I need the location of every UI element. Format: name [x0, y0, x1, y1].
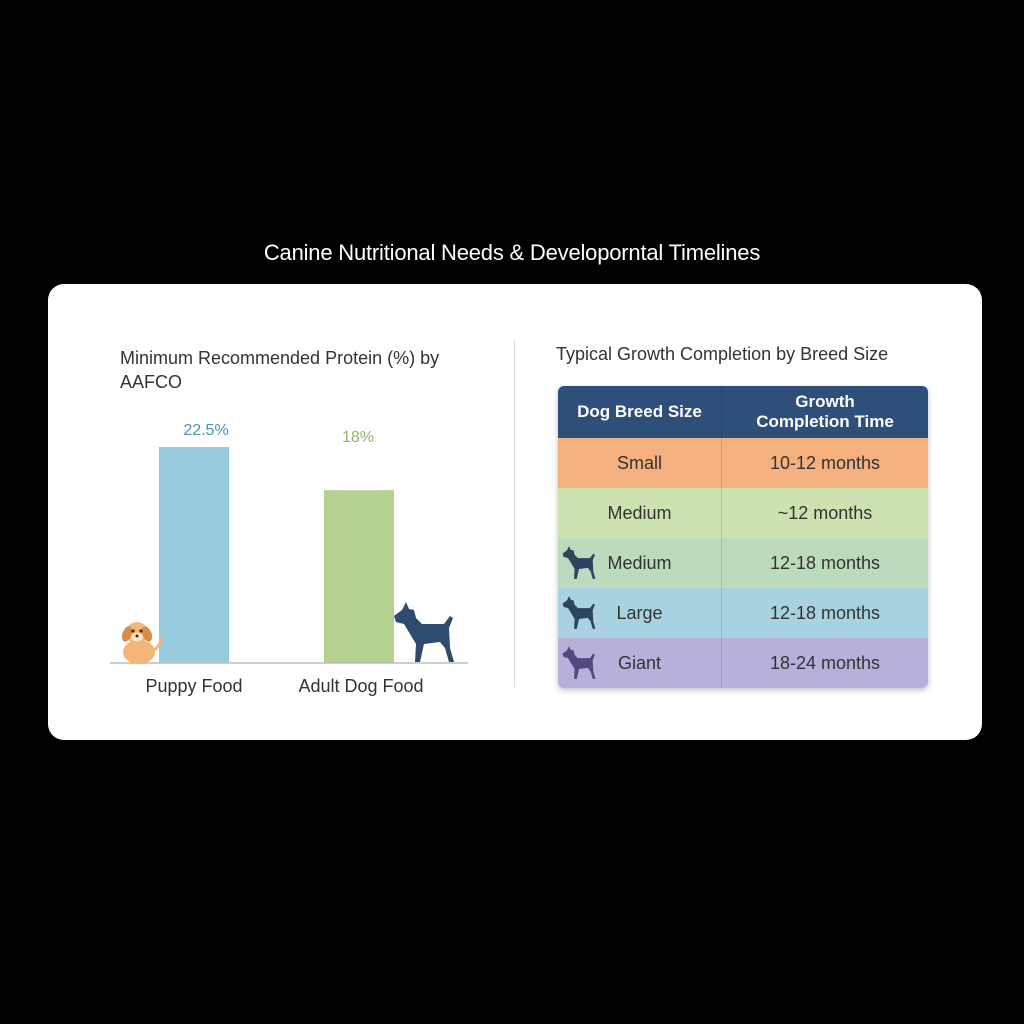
- bar-puppy-food: [159, 447, 229, 663]
- growth-table: [558, 386, 928, 688]
- growth-time-cell: 10-12 months: [769, 452, 881, 473]
- category-label: Puppy Food: [145, 676, 243, 696]
- table-title: Typical Growth Completion by Breed Size: [556, 344, 889, 364]
- growth-time-cell: ~12 months: [777, 502, 873, 523]
- category-label: Adult Dog Food: [298, 676, 424, 696]
- header-breed-size: Dog Breed Size: [558, 386, 722, 438]
- panel-divider: [514, 340, 515, 686]
- breed-size-cell: Small: [558, 438, 722, 488]
- table-row: [558, 438, 928, 488]
- growth-time-cell: 12-18 months: [769, 552, 881, 573]
- breed-size-cell: Medium: [607, 552, 672, 573]
- bar-chart-title: Minimum Recommended Protein (%) by AAFCO: [120, 348, 440, 392]
- breed-size-cell: Medium: [558, 488, 722, 538]
- dog-icon: [560, 596, 598, 630]
- adult-dog-icon: [394, 602, 454, 662]
- table-header: [558, 386, 928, 438]
- puppy-icon: [120, 622, 160, 664]
- content-card: [48, 284, 982, 740]
- bar-value-label: 18%: [341, 429, 375, 446]
- breed-size-cell: Large: [616, 602, 663, 623]
- growth-time-cell: 18-24 months: [769, 652, 881, 673]
- dog-icon: [560, 646, 598, 680]
- bar-value-label: 22.5%: [183, 422, 229, 439]
- breed-size-cell: Giant: [617, 652, 662, 673]
- table-row: [558, 488, 928, 538]
- dog-icon: [560, 546, 598, 580]
- bar-adult-dog-food: [324, 490, 394, 663]
- protein-bar-chart: [48, 284, 514, 740]
- page-title: Canine Nutritional Needs & Developorntal Timelines: [263, 240, 761, 265]
- header-growth-time: Growth Completion Time: [756, 392, 894, 431]
- table-row: [558, 538, 928, 588]
- growth-time-cell: 12-18 months: [769, 602, 881, 623]
- table-row: [558, 638, 928, 688]
- table-row: [558, 588, 928, 638]
